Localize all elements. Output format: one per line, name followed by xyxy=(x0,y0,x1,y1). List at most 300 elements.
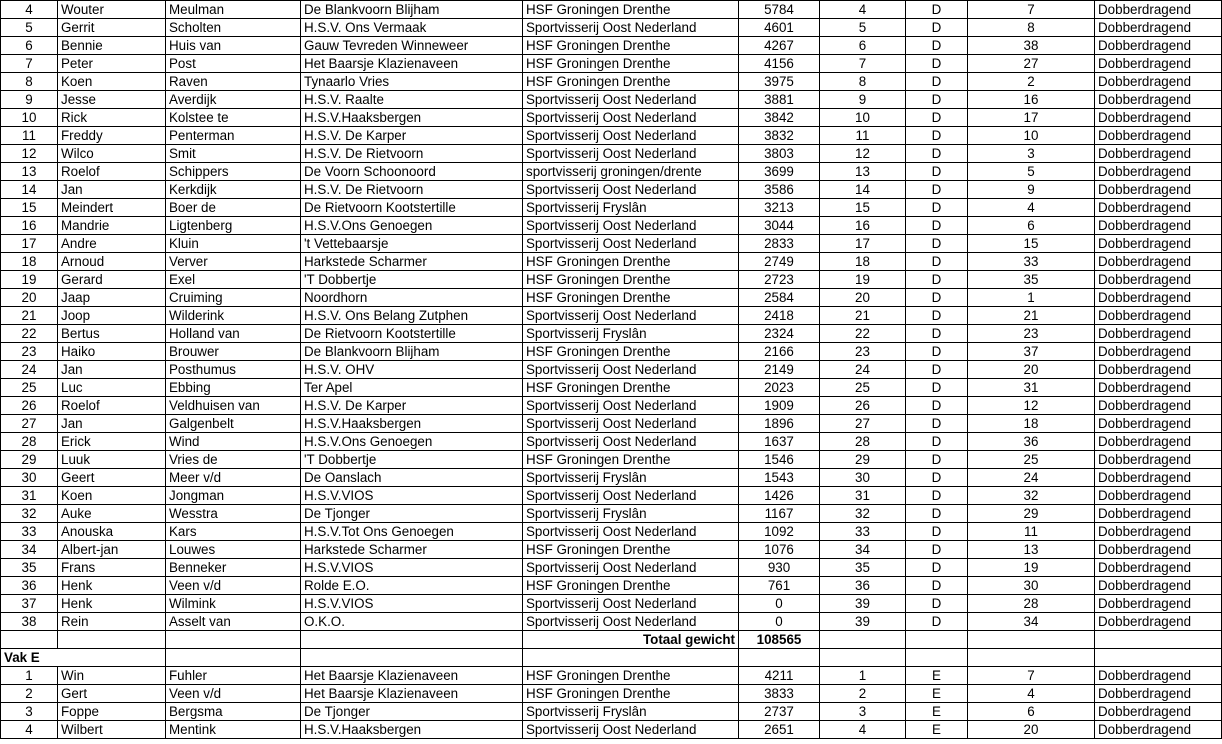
weight-cell: 1167 xyxy=(739,505,820,523)
club-cell: H.S.V.Ons Genoegen xyxy=(301,433,523,451)
rank-cell: 30 xyxy=(1,469,58,487)
rank-cell: 37 xyxy=(1,595,58,613)
club-cell: H.S.V. De Karper xyxy=(301,397,523,415)
place-cell: 25 xyxy=(820,379,906,397)
first-name-cell: Koen xyxy=(58,487,166,505)
club-cell: H.S.V.VIOS xyxy=(301,559,523,577)
rank-cell: 3 xyxy=(1,703,58,721)
rank-cell: 38 xyxy=(1,613,58,631)
weight-cell: 4211 xyxy=(739,667,820,685)
place-cell: 27 xyxy=(820,415,906,433)
category-cell: Dobberdragend xyxy=(1095,181,1222,199)
sector-cell: E xyxy=(906,721,968,739)
weight-cell: 5784 xyxy=(739,1,820,19)
federation-cell: Sportvisserij Oost Nederland xyxy=(523,181,739,199)
stand-cell: 34 xyxy=(968,613,1095,631)
first-name-cell: Geert xyxy=(58,469,166,487)
federation-cell: HSF Groningen Drenthe xyxy=(523,685,739,703)
table-row xyxy=(1,613,1222,631)
first-name-cell: Auke xyxy=(58,505,166,523)
last-name-cell: Kolstee te xyxy=(166,109,301,127)
stand-cell: 1 xyxy=(968,289,1095,307)
stand-cell: 27 xyxy=(968,55,1095,73)
club-cell: Tynaarlo Vries xyxy=(301,73,523,91)
sector-cell: D xyxy=(906,397,968,415)
sector-cell: D xyxy=(906,325,968,343)
sector-cell: D xyxy=(906,253,968,271)
last-name-cell: Mentink xyxy=(166,721,301,739)
rank-cell: 4 xyxy=(1,721,58,739)
section-title: Vak E xyxy=(1,649,166,667)
stand-cell: 38 xyxy=(968,37,1095,55)
club-cell: 'T Dobbertje xyxy=(301,451,523,469)
rank-cell: 29 xyxy=(1,451,58,469)
sector-cell: D xyxy=(906,523,968,541)
stand-cell: 25 xyxy=(968,451,1095,469)
weight-cell: 4267 xyxy=(739,37,820,55)
table-row xyxy=(1,19,1222,37)
category-cell: Dobberdragend xyxy=(1095,541,1222,559)
category-cell: Dobberdragend xyxy=(1095,523,1222,541)
club-cell: De Blankvoorn Blijham xyxy=(301,1,523,19)
table-row xyxy=(1,163,1222,181)
sector-cell: D xyxy=(906,271,968,289)
last-name-cell: Jongman xyxy=(166,487,301,505)
sector-cell: D xyxy=(906,109,968,127)
empty-cell xyxy=(301,649,523,667)
category-cell: Dobberdragend xyxy=(1095,559,1222,577)
sector-cell: D xyxy=(906,235,968,253)
place-cell: 1 xyxy=(820,667,906,685)
rank-cell: 8 xyxy=(1,73,58,91)
last-name-cell: Boer de xyxy=(166,199,301,217)
last-name-cell: Vries de xyxy=(166,451,301,469)
category-cell: Dobberdragend xyxy=(1095,307,1222,325)
rank-cell: 9 xyxy=(1,91,58,109)
club-cell: H.S.V.Tot Ons Genoegen xyxy=(301,523,523,541)
stand-cell: 9 xyxy=(968,181,1095,199)
rank-cell: 19 xyxy=(1,271,58,289)
rank-cell: 34 xyxy=(1,541,58,559)
empty-cell xyxy=(166,631,301,649)
weight-cell: 2651 xyxy=(739,721,820,739)
federation-cell: Sportvisserij Oost Nederland xyxy=(523,487,739,505)
stand-cell: 19 xyxy=(968,559,1095,577)
rank-cell: 15 xyxy=(1,199,58,217)
sector-cell: D xyxy=(906,379,968,397)
last-name-cell: Veen v/d xyxy=(166,685,301,703)
stand-cell: 33 xyxy=(968,253,1095,271)
table-row xyxy=(1,523,1222,541)
first-name-cell: Bertus xyxy=(58,325,166,343)
table-row xyxy=(1,415,1222,433)
weight-cell: 1909 xyxy=(739,397,820,415)
first-name-cell: Haiko xyxy=(58,343,166,361)
weight-cell: 1637 xyxy=(739,433,820,451)
category-cell: Dobberdragend xyxy=(1095,73,1222,91)
last-name-cell: Meulman xyxy=(166,1,301,19)
first-name-cell: Gerard xyxy=(58,271,166,289)
table-row xyxy=(1,199,1222,217)
federation-cell: Sportvisserij Oost Nederland xyxy=(523,307,739,325)
sector-cell: E xyxy=(906,703,968,721)
club-cell: De Tjonger xyxy=(301,505,523,523)
sector-cell: D xyxy=(906,343,968,361)
federation-cell: HSF Groningen Drenthe xyxy=(523,73,739,91)
first-name-cell: Jan xyxy=(58,415,166,433)
sector-cell: D xyxy=(906,289,968,307)
table-row xyxy=(1,595,1222,613)
first-name-cell: Win xyxy=(58,667,166,685)
weight-cell: 1896 xyxy=(739,415,820,433)
place-cell: 16 xyxy=(820,217,906,235)
category-cell: Dobberdragend xyxy=(1095,703,1222,721)
federation-cell: HSF Groningen Drenthe xyxy=(523,541,739,559)
place-cell: 8 xyxy=(820,73,906,91)
first-name-cell: Luc xyxy=(58,379,166,397)
last-name-cell: Huis van xyxy=(166,37,301,55)
weight-cell: 1426 xyxy=(739,487,820,505)
rank-cell: 32 xyxy=(1,505,58,523)
place-cell: 32 xyxy=(820,505,906,523)
place-cell: 13 xyxy=(820,163,906,181)
table-row xyxy=(1,469,1222,487)
table-row xyxy=(1,505,1222,523)
last-name-cell: Ebbing xyxy=(166,379,301,397)
place-cell: 2 xyxy=(820,685,906,703)
table-row xyxy=(1,703,1222,721)
category-cell: Dobberdragend xyxy=(1095,55,1222,73)
rank-cell: 20 xyxy=(1,289,58,307)
table-row xyxy=(1,721,1222,739)
sector-cell: E xyxy=(906,667,968,685)
last-name-cell: Wesstra xyxy=(166,505,301,523)
last-name-cell: Averdijk xyxy=(166,91,301,109)
first-name-cell: Roelof xyxy=(58,163,166,181)
sector-cell: D xyxy=(906,19,968,37)
first-name-cell: Jan xyxy=(58,361,166,379)
place-cell: 6 xyxy=(820,37,906,55)
rank-cell: 16 xyxy=(1,217,58,235)
weight-cell: 4156 xyxy=(739,55,820,73)
place-cell: 39 xyxy=(820,595,906,613)
table-row xyxy=(1,397,1222,415)
place-cell: 33 xyxy=(820,523,906,541)
weight-cell: 3881 xyxy=(739,91,820,109)
sector-cell: D xyxy=(906,127,968,145)
weight-cell: 3044 xyxy=(739,217,820,235)
category-cell: Dobberdragend xyxy=(1095,595,1222,613)
empty-cell xyxy=(906,649,968,667)
last-name-cell: Schippers xyxy=(166,163,301,181)
rank-cell: 12 xyxy=(1,145,58,163)
place-cell: 35 xyxy=(820,559,906,577)
category-cell: Dobberdragend xyxy=(1095,325,1222,343)
first-name-cell: Frans xyxy=(58,559,166,577)
table-row xyxy=(1,361,1222,379)
first-name-cell: Foppe xyxy=(58,703,166,721)
last-name-cell: Verver xyxy=(166,253,301,271)
club-cell: Het Baarsje Klazienaveen xyxy=(301,55,523,73)
weight-cell: 2723 xyxy=(739,271,820,289)
stand-cell: 5 xyxy=(968,163,1095,181)
last-name-cell: Veldhuisen van xyxy=(166,397,301,415)
federation-cell: HSF Groningen Drenthe xyxy=(523,451,739,469)
rank-cell: 17 xyxy=(1,235,58,253)
stand-cell: 4 xyxy=(968,685,1095,703)
first-name-cell: Luuk xyxy=(58,451,166,469)
club-cell: H.S.V.VIOS xyxy=(301,487,523,505)
sector-cell: D xyxy=(906,487,968,505)
federation-cell: HSF Groningen Drenthe xyxy=(523,667,739,685)
place-cell: 24 xyxy=(820,361,906,379)
first-name-cell: Jesse xyxy=(58,91,166,109)
stand-cell: 17 xyxy=(968,109,1095,127)
last-name-cell: Scholten xyxy=(166,19,301,37)
rank-cell: 18 xyxy=(1,253,58,271)
stand-cell: 8 xyxy=(968,19,1095,37)
place-cell: 19 xyxy=(820,271,906,289)
results-body xyxy=(1,1,1222,739)
table-row xyxy=(1,379,1222,397)
weight-cell: 2166 xyxy=(739,343,820,361)
place-cell: 12 xyxy=(820,145,906,163)
stand-cell: 29 xyxy=(968,505,1095,523)
table-row xyxy=(1,1,1222,19)
weight-cell: 2324 xyxy=(739,325,820,343)
rank-cell: 26 xyxy=(1,397,58,415)
table-row xyxy=(1,181,1222,199)
place-cell: 20 xyxy=(820,289,906,307)
stand-cell: 18 xyxy=(968,415,1095,433)
rank-cell: 24 xyxy=(1,361,58,379)
federation-cell: Sportvisserij Fryslân xyxy=(523,703,739,721)
table-row xyxy=(1,91,1222,109)
last-name-cell: Holland van xyxy=(166,325,301,343)
first-name-cell: Mandrie xyxy=(58,217,166,235)
place-cell: 29 xyxy=(820,451,906,469)
category-cell: Dobberdragend xyxy=(1095,235,1222,253)
stand-cell: 23 xyxy=(968,325,1095,343)
empty-cell xyxy=(1095,649,1222,667)
place-cell: 9 xyxy=(820,91,906,109)
rank-cell: 25 xyxy=(1,379,58,397)
place-cell: 5 xyxy=(820,19,906,37)
sector-cell: D xyxy=(906,613,968,631)
place-cell: 4 xyxy=(820,721,906,739)
table-row xyxy=(1,433,1222,451)
first-name-cell: Arnoud xyxy=(58,253,166,271)
weight-cell: 1092 xyxy=(739,523,820,541)
category-cell: Dobberdragend xyxy=(1095,487,1222,505)
sector-cell: D xyxy=(906,145,968,163)
club-cell: Het Baarsje Klazienaveen xyxy=(301,685,523,703)
sector-cell: E xyxy=(906,685,968,703)
rank-cell: 22 xyxy=(1,325,58,343)
federation-cell: Sportvisserij Oost Nederland xyxy=(523,523,739,541)
federation-cell: HSF Groningen Drenthe xyxy=(523,577,739,595)
table-row xyxy=(1,235,1222,253)
first-name-cell: Peter xyxy=(58,55,166,73)
club-cell: Gauw Tevreden Winneweer xyxy=(301,37,523,55)
category-cell: Dobberdragend xyxy=(1095,379,1222,397)
weight-cell: 3842 xyxy=(739,109,820,127)
club-cell: Rolde E.O. xyxy=(301,577,523,595)
weight-cell: 3975 xyxy=(739,73,820,91)
weight-cell: 0 xyxy=(739,595,820,613)
table-row xyxy=(1,451,1222,469)
category-cell: Dobberdragend xyxy=(1095,109,1222,127)
table-row xyxy=(1,307,1222,325)
first-name-cell: Jaap xyxy=(58,289,166,307)
sector-cell: D xyxy=(906,307,968,325)
place-cell: 31 xyxy=(820,487,906,505)
rank-cell: 14 xyxy=(1,181,58,199)
club-cell: De Blankvoorn Blijham xyxy=(301,343,523,361)
place-cell: 18 xyxy=(820,253,906,271)
first-name-cell: Wilco xyxy=(58,145,166,163)
club-cell: H.S.V. Raalte xyxy=(301,91,523,109)
federation-cell: Sportvisserij Oost Nederland xyxy=(523,235,739,253)
federation-cell: Sportvisserij Oost Nederland xyxy=(523,595,739,613)
stand-cell: 24 xyxy=(968,469,1095,487)
empty-cell xyxy=(1,631,58,649)
last-name-cell: Fuhler xyxy=(166,667,301,685)
place-cell: 28 xyxy=(820,433,906,451)
federation-cell: Sportvisserij Oost Nederland xyxy=(523,19,739,37)
category-cell: Dobberdragend xyxy=(1095,145,1222,163)
place-cell: 17 xyxy=(820,235,906,253)
stand-cell: 32 xyxy=(968,487,1095,505)
weight-cell: 3213 xyxy=(739,199,820,217)
weight-cell: 3832 xyxy=(739,127,820,145)
weight-cell: 3699 xyxy=(739,163,820,181)
place-cell: 15 xyxy=(820,199,906,217)
last-name-cell: Smit xyxy=(166,145,301,163)
category-cell: Dobberdragend xyxy=(1095,343,1222,361)
sector-cell: D xyxy=(906,91,968,109)
stand-cell: 7 xyxy=(968,1,1095,19)
place-cell: 34 xyxy=(820,541,906,559)
weight-cell: 2737 xyxy=(739,703,820,721)
empty-cell xyxy=(523,649,739,667)
stand-cell: 35 xyxy=(968,271,1095,289)
stand-cell: 20 xyxy=(968,721,1095,739)
sector-cell: D xyxy=(906,577,968,595)
federation-cell: HSF Groningen Drenthe xyxy=(523,343,739,361)
stand-cell: 21 xyxy=(968,307,1095,325)
club-cell: 't Vettebaarsje xyxy=(301,235,523,253)
table-row xyxy=(1,667,1222,685)
empty-cell xyxy=(58,631,166,649)
weight-cell: 2149 xyxy=(739,361,820,379)
category-cell: Dobberdragend xyxy=(1095,19,1222,37)
totals-row xyxy=(1,631,1222,649)
last-name-cell: Bergsma xyxy=(166,703,301,721)
first-name-cell: Jan xyxy=(58,181,166,199)
federation-cell: HSF Groningen Drenthe xyxy=(523,271,739,289)
first-name-cell: Henk xyxy=(58,577,166,595)
federation-cell: Sportvisserij Oost Nederland xyxy=(523,217,739,235)
rank-cell: 21 xyxy=(1,307,58,325)
rank-cell: 28 xyxy=(1,433,58,451)
weight-cell: 2749 xyxy=(739,253,820,271)
first-name-cell: Joop xyxy=(58,307,166,325)
last-name-cell: Kluin xyxy=(166,235,301,253)
federation-cell: HSF Groningen Drenthe xyxy=(523,37,739,55)
category-cell: Dobberdragend xyxy=(1095,613,1222,631)
table-row xyxy=(1,253,1222,271)
stand-cell: 36 xyxy=(968,433,1095,451)
club-cell: Ter Apel xyxy=(301,379,523,397)
rank-cell: 31 xyxy=(1,487,58,505)
category-cell: Dobberdragend xyxy=(1095,91,1222,109)
last-name-cell: Brouwer xyxy=(166,343,301,361)
category-cell: Dobberdragend xyxy=(1095,217,1222,235)
empty-cell xyxy=(1095,631,1222,649)
club-cell: H.S.V.Haaksbergen xyxy=(301,109,523,127)
stand-cell: 2 xyxy=(968,73,1095,91)
sector-cell: D xyxy=(906,163,968,181)
last-name-cell: Benneker xyxy=(166,559,301,577)
last-name-cell: Wilderink xyxy=(166,307,301,325)
table-row xyxy=(1,487,1222,505)
sector-cell: D xyxy=(906,505,968,523)
federation-cell: HSF Groningen Drenthe xyxy=(523,379,739,397)
category-cell: Dobberdragend xyxy=(1095,721,1222,739)
last-name-cell: Galgenbelt xyxy=(166,415,301,433)
club-cell: H.S.V.Haaksbergen xyxy=(301,415,523,433)
empty-cell xyxy=(820,649,906,667)
rank-cell: 36 xyxy=(1,577,58,595)
rank-cell: 4 xyxy=(1,1,58,19)
category-cell: Dobberdragend xyxy=(1095,199,1222,217)
category-cell: Dobberdragend xyxy=(1095,685,1222,703)
category-cell: Dobberdragend xyxy=(1095,667,1222,685)
stand-cell: 3 xyxy=(968,145,1095,163)
federation-cell: Sportvisserij Oost Nederland xyxy=(523,109,739,127)
stand-cell: 4 xyxy=(968,199,1095,217)
rank-cell: 27 xyxy=(1,415,58,433)
sector-cell: D xyxy=(906,433,968,451)
stand-cell: 37 xyxy=(968,343,1095,361)
category-cell: Dobberdragend xyxy=(1095,451,1222,469)
place-cell: 36 xyxy=(820,577,906,595)
stand-cell: 10 xyxy=(968,127,1095,145)
sector-cell: D xyxy=(906,181,968,199)
table-row xyxy=(1,541,1222,559)
weight-cell: 2833 xyxy=(739,235,820,253)
last-name-cell: Wilmink xyxy=(166,595,301,613)
first-name-cell: Bennie xyxy=(58,37,166,55)
sector-cell: D xyxy=(906,1,968,19)
category-cell: Dobberdragend xyxy=(1095,415,1222,433)
category-cell: Dobberdragend xyxy=(1095,577,1222,595)
first-name-cell: Freddy xyxy=(58,127,166,145)
place-cell: 30 xyxy=(820,469,906,487)
sector-cell: D xyxy=(906,217,968,235)
last-name-cell: Cruiming xyxy=(166,289,301,307)
club-cell: De Tjonger xyxy=(301,703,523,721)
rank-cell: 1 xyxy=(1,667,58,685)
stand-cell: 6 xyxy=(968,217,1095,235)
federation-cell: Sportvisserij Oost Nederland xyxy=(523,397,739,415)
club-cell: H.S.V. OHV xyxy=(301,361,523,379)
club-cell: Noordhorn xyxy=(301,289,523,307)
table-row xyxy=(1,37,1222,55)
sector-cell: D xyxy=(906,595,968,613)
empty-cell xyxy=(820,631,906,649)
